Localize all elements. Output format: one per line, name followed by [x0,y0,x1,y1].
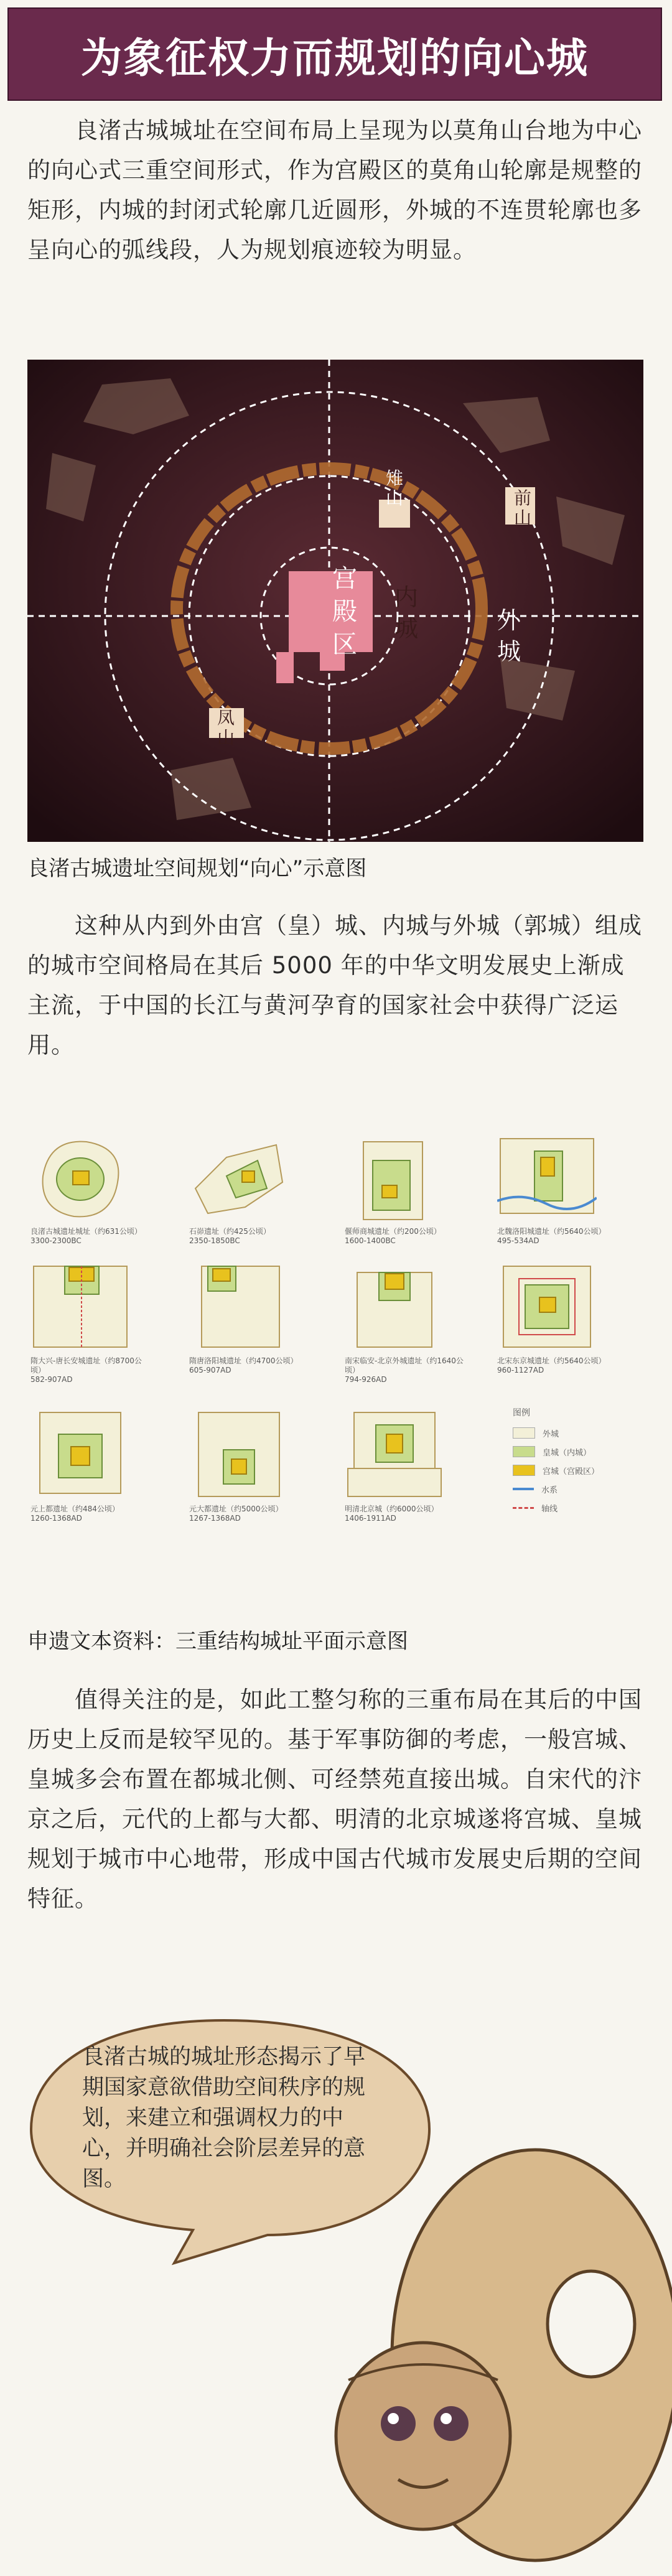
plan-yanshi [345,1132,444,1226]
plan-changan [30,1260,130,1353]
mascot-right-eye [434,2406,469,2441]
plan-caption: 北魏洛阳城遗址（约5640公顷） 495-534AD [497,1227,606,1245]
plan-caption: 隋大兴-唐长安城遗址（约8700公顷） 582-907AD [30,1356,142,1384]
label-outer-city-1: 外 [497,607,521,634]
para2: 这种从内到外由宫（皇）城、内城与外城（郭城）组成的城市空间格局在其后 5000 年的中华文明发展史上渐成主流，于中国的长江与黄河孕育的国家社会中获得广泛运用。 [27,912,642,1058]
jade-mascot [324,2088,672,2573]
plan-shimao [189,1132,289,1226]
map2-caption: 申遗文本资料：三重结构城址平面示意图 [27,1629,408,1654]
label-fengshan-1: 凤 [217,707,235,728]
plan-nanjing [345,1260,444,1353]
plan-caption: 元上都遗址（约484公顷） 1260-1368AD [30,1505,119,1523]
mascot-left-eye [381,2406,416,2441]
plan-shangdu [30,1406,130,1500]
plan-caption: 隋唐洛阳城遗址（约4700公顷） 605-907AD [189,1356,298,1374]
label-qianshan-1: 前 [514,488,532,508]
plan-caption: 良渚古城遗址城址（约631公顷） 3300-2300BC [30,1227,142,1245]
svg-text:区: 区 [332,630,357,659]
legend-title: 图例 [513,1408,530,1418]
svg-text:山: 山 [514,508,532,528]
legend-item-water: 水系 [513,1480,606,1498]
label-zhishan-1: 雉 [386,468,404,488]
plan-caption: 明清北京城（约6000公顷） 1406-1911AD [345,1505,439,1523]
plan-caption: 元大都遗址（约5000公顷） 1267-1368AD [189,1505,283,1523]
plan-bianjing [497,1260,597,1353]
label-palace-1: 宫 [332,564,357,593]
plan-dadu [189,1406,289,1500]
title-banner [7,7,662,101]
svg-text:殿: 殿 [332,597,357,626]
plan-caption: 南宋临安-北京外城遗址（约1640公顷） 794-926AD [345,1356,464,1384]
legend-item-outer: 外城 [513,1424,606,1442]
plan-luoyang-beiwei [497,1132,597,1226]
intro-paragraph: 良渚古城城址在空间布局上呈现为以莫角山台地为中心的向心式三重空间形式，作为宫殿区的莫角山轮廓是规整的矩形，内城的封闭式轮廓几近圆形，外城的不连贯轮廓也多呈向心的弧线段，人为规划痕迹较为明显。 [27,117,642,263]
page-title: 为象征权力而规划的向心城 [81,34,589,82]
svg-text:城: 城 [394,615,419,642]
plan-caption: 偃师商城遗址（约200公顷） 1600-1400BC [345,1227,441,1245]
plan-caption: 石峁遗址（约425公顷） 2350-1850BC [189,1227,271,1245]
plan-suitang-luoyang [189,1260,289,1353]
plan-caption: 北宋东京城遗址（约5640公顷） 960-1127AD [497,1356,606,1374]
para3: 值得关注的是，如此工整匀称的三重布局在其后的中国历史上反而是较罕见的。基于军事防御的考虑，一般宫城、皇城多会布置在都城北侧、可经禁苑直接出城。自宋代的汴京之后，元代的上都与大都、明清的北京城遂将宫城、皇城规划于城市中心地带，形成中国古代城市发展史后期的空间特征。 [27,1686,642,1912]
plan-liangzhu [30,1132,130,1226]
legend-item-palace: 宫城（宫殿区） [513,1461,606,1480]
legend-item-inner: 皇城（内城） [513,1442,606,1461]
svg-text:山: 山 [386,488,404,508]
bubble-text: 良渚古城的城址形态揭示了早期国家意欲借助空间秩序的规划，来建立和强调权力的中心，并明确社会阶层差异的意图。 [82,2045,366,2191]
plan-beijing [345,1406,444,1500]
concentric-city-map [27,360,643,842]
svg-text:山: 山 [217,727,235,748]
map1-caption: 良渚古城遗址空间规划“向心”示意图 [27,856,367,881]
legend-item-axis: 轴线 [513,1498,606,1517]
plans-legend [513,1406,606,1517]
label-inner-city-1: 内 [394,584,419,611]
city-plans-figure [27,1132,643,1605]
mascot-hole [548,2271,635,2377]
svg-text:城: 城 [497,638,521,665]
mascot-face [336,2343,510,2529]
